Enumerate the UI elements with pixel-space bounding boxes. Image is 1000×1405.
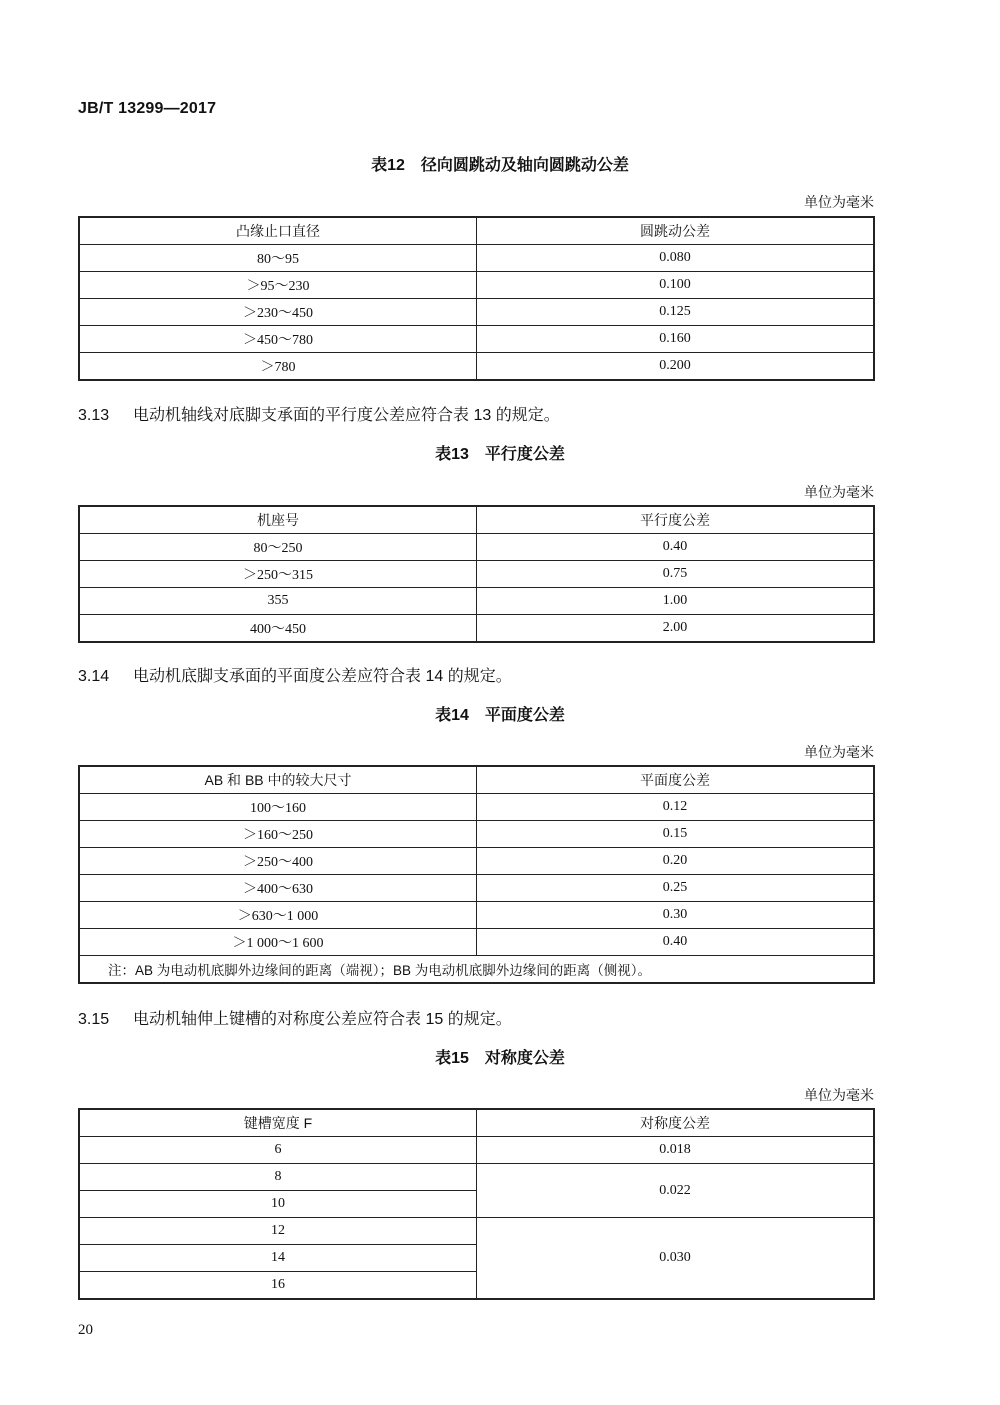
table-cell: ＞230～450	[79, 299, 477, 326]
table12	[78, 216, 875, 381]
clause-number: 3.15	[78, 1011, 110, 1028]
table13	[78, 505, 875, 643]
table-row	[79, 353, 874, 381]
table-cell: 0.100	[477, 272, 875, 299]
table-header-row	[79, 766, 874, 794]
column-header: 键槽宽度 F	[79, 1109, 477, 1137]
table-cell: 0.15	[477, 821, 875, 848]
table-cell: 6	[79, 1137, 477, 1164]
table-cell: ＞400～630	[79, 875, 477, 902]
table-cell: 0.40	[477, 534, 875, 561]
table-row	[79, 1218, 874, 1245]
document-id: JB/T 13299—2017	[78, 100, 217, 117]
table-row	[79, 615, 874, 643]
table-cell: 0.25	[477, 875, 875, 902]
table-cell: 16	[79, 1272, 477, 1300]
table14-unit: 单位为毫米	[804, 744, 874, 760]
table-cell: 0.080	[477, 245, 875, 272]
table-cell: 0.20	[477, 848, 875, 875]
clause-text: 电动机轴线对底脚支承面的平行度公差应符合表 13 的规定。	[133, 407, 560, 424]
clause-text: 电动机底脚支承面的平面度公差应符合表 14 的规定。	[133, 668, 512, 685]
table-cell: 0.12	[477, 794, 875, 821]
table13-unit: 单位为毫米	[804, 484, 874, 500]
clause-number: 3.13	[78, 407, 110, 424]
table-cell: 12	[79, 1218, 477, 1245]
table-cell: ＞630～1 000	[79, 902, 477, 929]
table-header-row	[79, 1109, 874, 1137]
page-number: 20	[78, 1322, 93, 1338]
table15-title: 表15 对称度公差	[435, 1050, 565, 1067]
table-cell: ＞780	[79, 353, 477, 381]
clause-text: 电动机轴伸上键槽的对称度公差应符合表 15 的规定。	[133, 1011, 512, 1028]
clause-3-15	[78, 1006, 512, 1029]
table-cell: 355	[79, 588, 477, 615]
table-row	[79, 299, 874, 326]
table-row	[79, 794, 874, 821]
table-row	[79, 534, 874, 561]
table-cell: ＞250～315	[79, 561, 477, 588]
table14	[78, 765, 875, 984]
table-cell: 2.00	[477, 615, 875, 643]
table-row	[79, 326, 874, 353]
table-row	[79, 848, 874, 875]
clause-3-14	[78, 663, 512, 686]
table15	[78, 1108, 875, 1300]
table-header-row	[79, 506, 874, 534]
table-cell: ＞95～230	[79, 272, 477, 299]
table-row	[79, 929, 874, 956]
table14-note: 注：AB 为电动机底脚外边缘间的距离（端视）；BB 为电动机底脚外边缘间的距离（侧视）。	[79, 956, 874, 984]
table-cell: 10	[79, 1191, 477, 1218]
table-row	[79, 245, 874, 272]
table-row	[79, 1137, 874, 1164]
table-row	[79, 875, 874, 902]
table-header-row	[79, 217, 874, 245]
table-row	[79, 902, 874, 929]
table-cell: 0.75	[477, 561, 875, 588]
table-note-row	[79, 956, 874, 984]
column-header: 凸缘止口直径	[79, 217, 477, 245]
table-cell: 100～160	[79, 794, 477, 821]
table14-title: 表14 平面度公差	[435, 707, 565, 724]
clause-number: 3.14	[78, 668, 110, 685]
column-header: 平行度公差	[477, 506, 875, 534]
column-header: 平面度公差	[477, 766, 875, 794]
table-row	[79, 272, 874, 299]
table-cell: 0.160	[477, 326, 875, 353]
table-cell: 400～450	[79, 615, 477, 643]
column-header: AB 和 BB 中的较大尺寸	[79, 766, 477, 794]
table-cell: 8	[79, 1164, 477, 1191]
table-cell: 0.125	[477, 299, 875, 326]
table12-title: 表12 径向圆跳动及轴向圆跳动公差	[371, 157, 629, 174]
table-row	[79, 821, 874, 848]
column-header: 对称度公差	[477, 1109, 875, 1137]
table-cell: 0.018	[477, 1137, 875, 1164]
table-cell: ＞1 000～1 600	[79, 929, 477, 956]
table-cell-merged: 0.022	[477, 1164, 875, 1218]
table-row	[79, 588, 874, 615]
table-cell: 14	[79, 1245, 477, 1272]
table-cell: 80～250	[79, 534, 477, 561]
column-header: 圆跳动公差	[477, 217, 875, 245]
clause-3-13	[78, 402, 560, 425]
table-cell: 1.00	[477, 588, 875, 615]
table-cell: ＞450～780	[79, 326, 477, 353]
table-cell: 0.30	[477, 902, 875, 929]
column-header: 机座号	[79, 506, 477, 534]
table-row	[79, 1164, 874, 1191]
table-cell: 0.200	[477, 353, 875, 381]
table-cell: 0.40	[477, 929, 875, 956]
table-cell: ＞160～250	[79, 821, 477, 848]
table-row	[79, 561, 874, 588]
table13-title: 表13 平行度公差	[435, 446, 565, 463]
table-cell: ＞250～400	[79, 848, 477, 875]
table15-unit: 单位为毫米	[804, 1087, 874, 1103]
table-cell-merged: 0.030	[477, 1218, 875, 1300]
table12-unit: 单位为毫米	[804, 194, 874, 210]
table-cell: 80～95	[79, 245, 477, 272]
